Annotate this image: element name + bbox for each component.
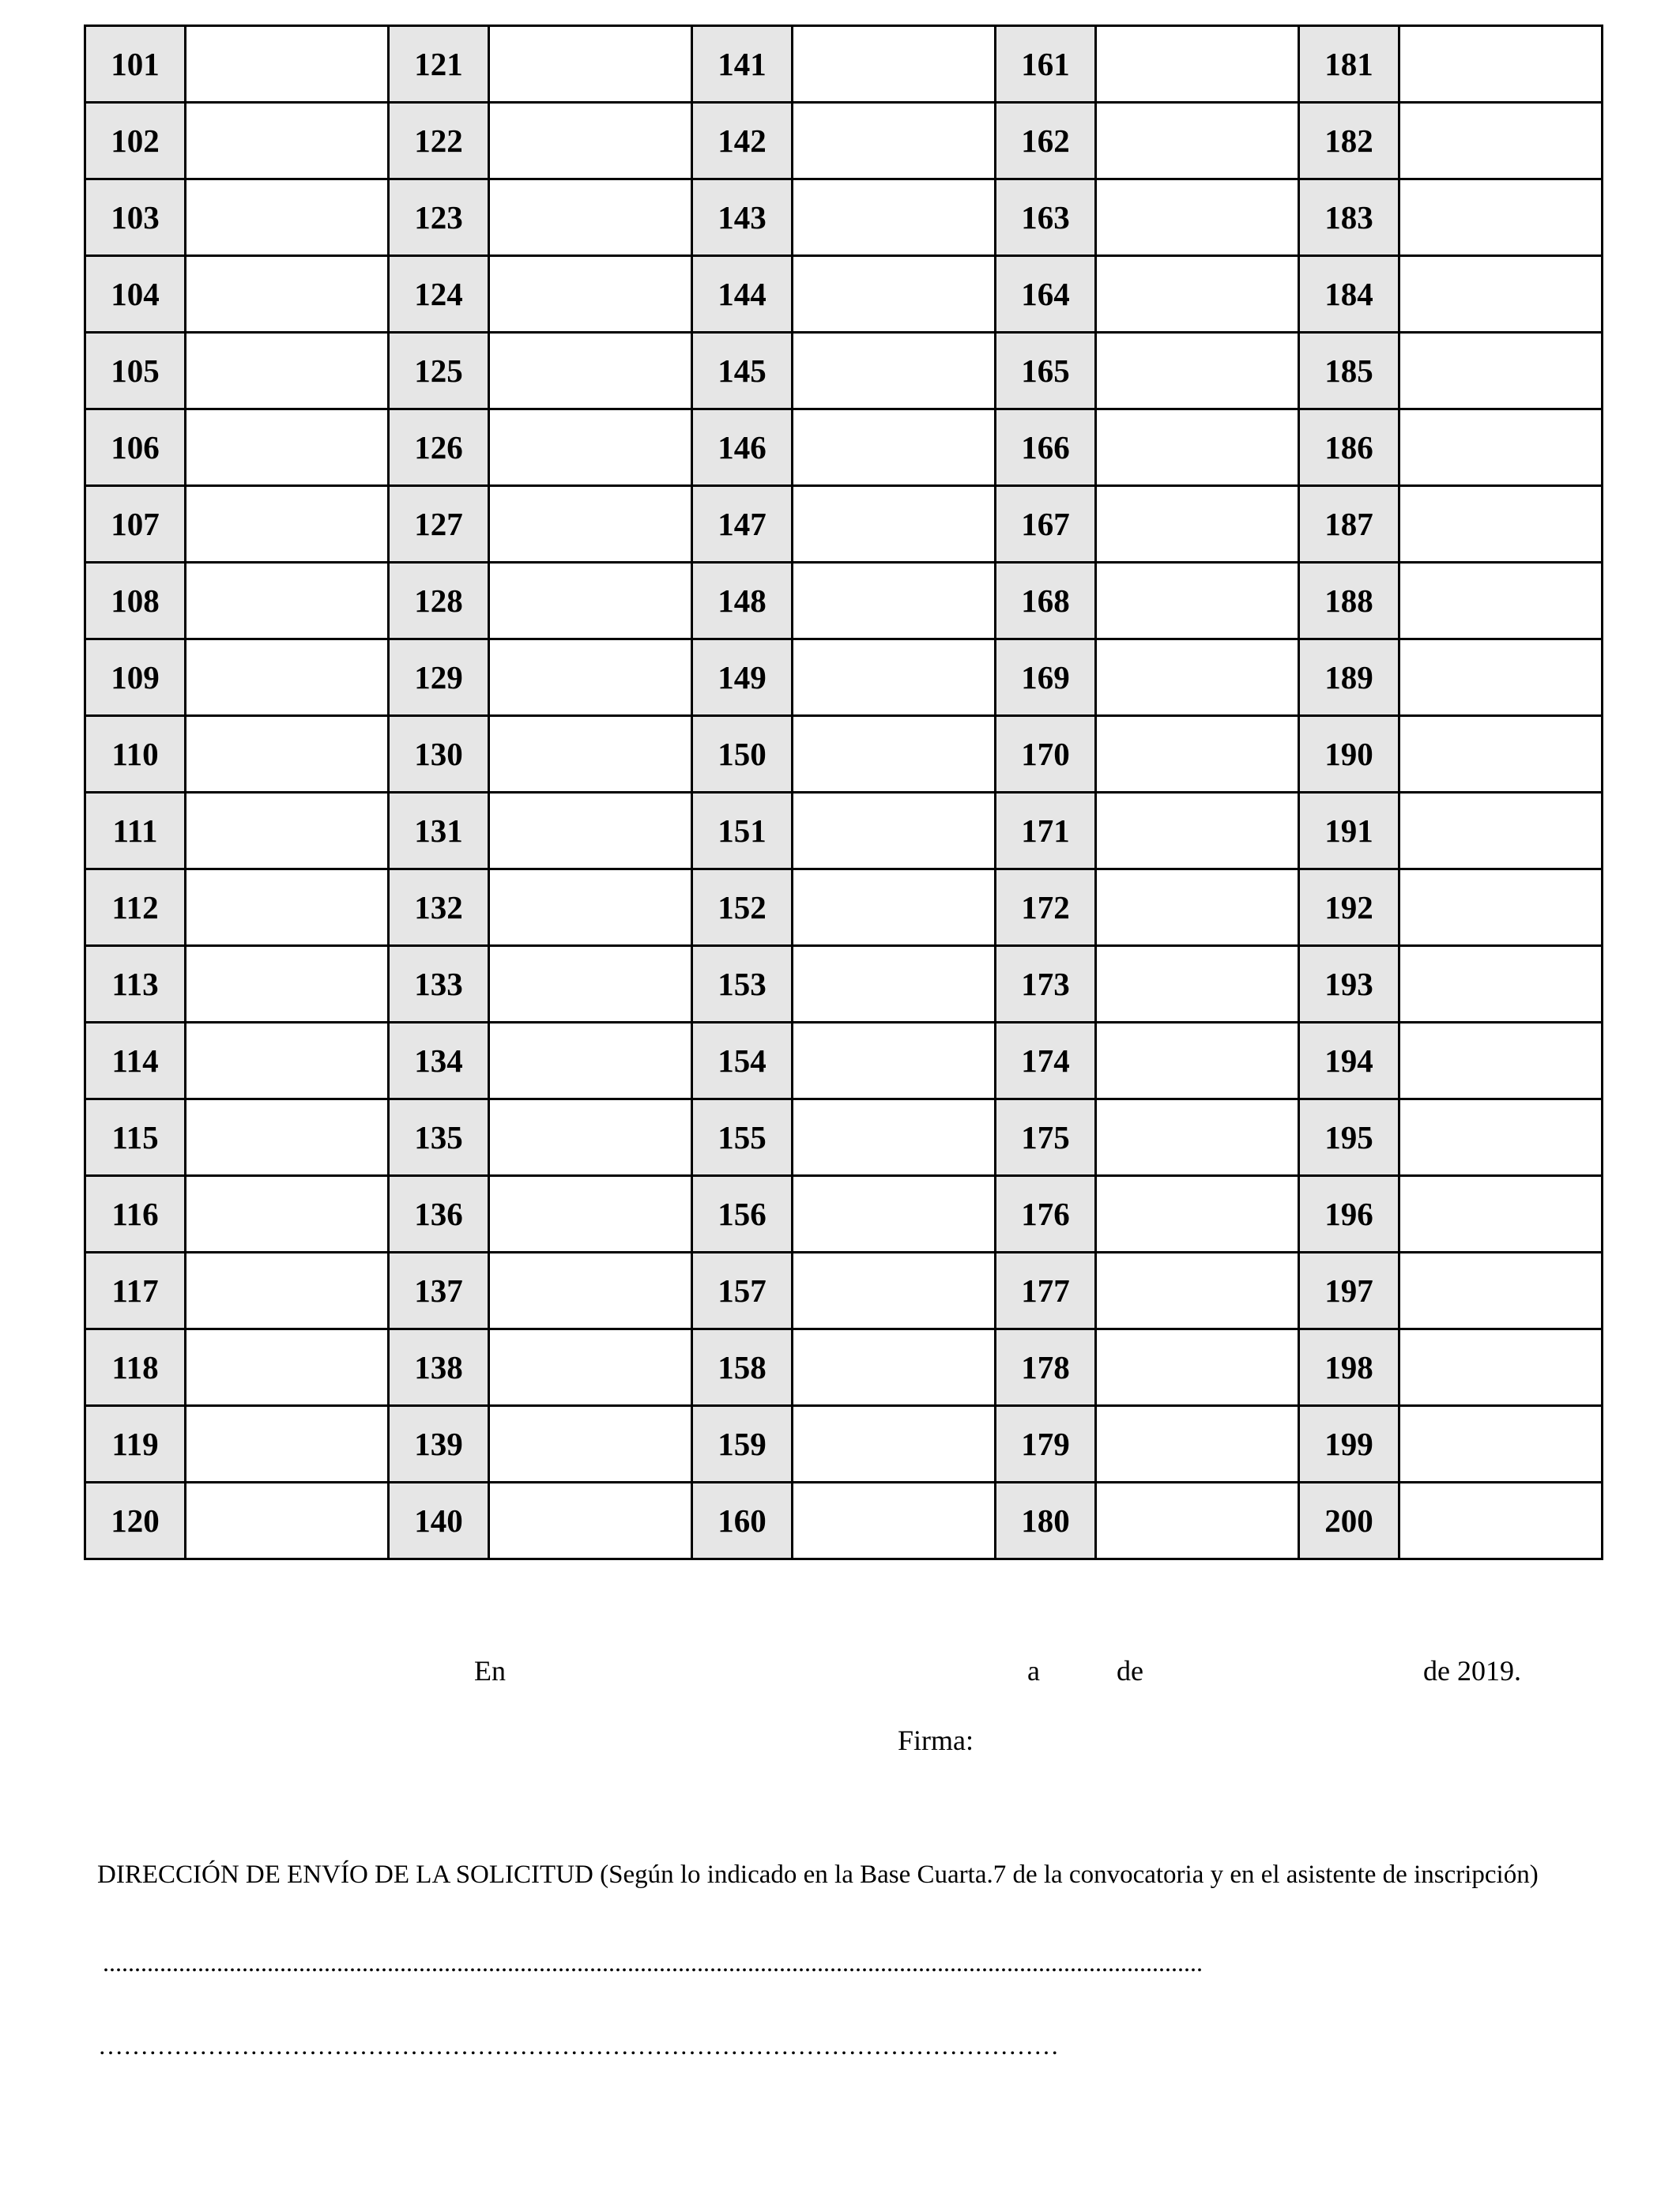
question-number: 120: [85, 1483, 186, 1559]
answer-cell[interactable]: [489, 1483, 692, 1559]
question-number: 110: [85, 716, 186, 793]
question-number: 188: [1299, 563, 1399, 639]
question-number: 133: [389, 946, 489, 1023]
question-number: 119: [85, 1406, 186, 1483]
question-number: 181: [1299, 26, 1399, 103]
question-number: 117: [85, 1253, 186, 1329]
question-number: 132: [389, 869, 489, 946]
answer-cell[interactable]: [1096, 639, 1299, 716]
answer-cell[interactable]: [489, 716, 692, 793]
question-number: 123: [389, 179, 489, 256]
question-number: 140: [389, 1483, 489, 1559]
question-number: 179: [996, 1406, 1096, 1483]
answer-cell[interactable]: [489, 1253, 692, 1329]
answer-cell[interactable]: [1096, 333, 1299, 409]
year-label: de 2019.: [1423, 1655, 1521, 1687]
question-number: 138: [389, 1329, 489, 1406]
answer-cell[interactable]: [489, 1406, 692, 1483]
answer-cell[interactable]: [1096, 409, 1299, 486]
shipping-address-heading: DIRECCIÓN DE ENVÍO DE LA SOLICITUD (Según lo indicado en la Base Cuarta.7 de la convocatoria y en el asistente de inscripción): [97, 1860, 1539, 1889]
answer-cell[interactable]: [1399, 486, 1603, 563]
answer-cell[interactable]: [793, 1176, 996, 1253]
table-row: [85, 563, 1603, 639]
question-number: 149: [692, 639, 793, 716]
table-row: [85, 1329, 1603, 1406]
question-number: 183: [1299, 179, 1399, 256]
day-label: a: [1027, 1655, 1040, 1687]
answer-cell[interactable]: [489, 409, 692, 486]
answer-cell[interactable]: [186, 639, 389, 716]
answer-cell[interactable]: [793, 716, 996, 793]
question-number: 167: [996, 486, 1096, 563]
answer-cell[interactable]: [1096, 1176, 1299, 1253]
question-number: 143: [692, 179, 793, 256]
table-row: [85, 179, 1603, 256]
question-number: 124: [389, 256, 489, 333]
question-number: 102: [85, 103, 186, 179]
answer-cell[interactable]: [1096, 946, 1299, 1023]
answer-cell[interactable]: [186, 793, 389, 869]
question-number: 152: [692, 869, 793, 946]
question-number: 166: [996, 409, 1096, 486]
question-number: 180: [996, 1483, 1096, 1559]
answer-cell[interactable]: [489, 1176, 692, 1253]
question-number: 111: [85, 793, 186, 869]
answer-cell[interactable]: [793, 1253, 996, 1329]
table-row: [85, 256, 1603, 333]
answer-cell[interactable]: [186, 1329, 389, 1406]
answer-cell[interactable]: [1399, 563, 1603, 639]
question-number: 142: [692, 103, 793, 179]
question-number: 121: [389, 26, 489, 103]
question-number: 164: [996, 256, 1096, 333]
question-number: 193: [1299, 946, 1399, 1023]
question-number: 145: [692, 333, 793, 409]
answer-cell[interactable]: [489, 793, 692, 869]
question-number: 128: [389, 563, 489, 639]
signature-label: Firma:: [898, 1725, 974, 1756]
answer-cell[interactable]: [489, 256, 692, 333]
question-number: 191: [1299, 793, 1399, 869]
table-row: [85, 1176, 1603, 1253]
question-number: 199: [1299, 1406, 1399, 1483]
answer-cell[interactable]: [793, 639, 996, 716]
question-number: 169: [996, 639, 1096, 716]
question-number: 171: [996, 793, 1096, 869]
answer-cell[interactable]: [1399, 26, 1603, 103]
question-number: 106: [85, 409, 186, 486]
answer-cell[interactable]: [186, 716, 389, 793]
answer-cell[interactable]: [489, 1023, 692, 1099]
question-number: 125: [389, 333, 489, 409]
answer-cell[interactable]: [186, 1099, 389, 1176]
question-number: 130: [389, 716, 489, 793]
question-number: 162: [996, 103, 1096, 179]
answer-grid: [84, 25, 1603, 1560]
answer-cell[interactable]: [489, 639, 692, 716]
address-line-1: ..............................................................................................................................................................................: [103, 1948, 1203, 1977]
answer-cell[interactable]: [489, 26, 692, 103]
answer-cell[interactable]: [1399, 333, 1603, 409]
answer-cell[interactable]: [1096, 256, 1299, 333]
answer-cell[interactable]: [1399, 1023, 1603, 1099]
question-number: 112: [85, 869, 186, 946]
place-label: En: [474, 1655, 506, 1687]
table-row: [85, 103, 1603, 179]
question-number: 150: [692, 716, 793, 793]
answer-cell[interactable]: [793, 1406, 996, 1483]
answer-cell[interactable]: [186, 486, 389, 563]
question-number: 175: [996, 1099, 1096, 1176]
question-number: 165: [996, 333, 1096, 409]
question-number: 135: [389, 1099, 489, 1176]
answer-cell[interactable]: [489, 103, 692, 179]
question-number: 154: [692, 1023, 793, 1099]
answer-cell[interactable]: [1399, 256, 1603, 333]
answer-cell[interactable]: [793, 1483, 996, 1559]
answer-cell[interactable]: [186, 946, 389, 1023]
question-number: 161: [996, 26, 1096, 103]
question-number: 174: [996, 1023, 1096, 1099]
table-row: [85, 639, 1603, 716]
question-number: 122: [389, 103, 489, 179]
question-number: 178: [996, 1329, 1096, 1406]
question-number: 196: [1299, 1176, 1399, 1253]
answer-cell[interactable]: [489, 869, 692, 946]
question-number: 151: [692, 793, 793, 869]
answer-cell[interactable]: [793, 26, 996, 103]
question-number: 160: [692, 1483, 793, 1559]
answer-cell[interactable]: [793, 1099, 996, 1176]
question-number: 147: [692, 486, 793, 563]
answer-cell[interactable]: [793, 1329, 996, 1406]
answer-cell[interactable]: [1399, 1406, 1603, 1483]
answer-cell[interactable]: [1096, 563, 1299, 639]
table-row: [85, 409, 1603, 486]
question-number: 192: [1299, 869, 1399, 946]
question-number: 158: [692, 1329, 793, 1406]
question-number: 137: [389, 1253, 489, 1329]
answer-cell[interactable]: [793, 563, 996, 639]
month-label: de: [1117, 1655, 1143, 1687]
answer-cell[interactable]: [186, 1023, 389, 1099]
answer-cell[interactable]: [793, 409, 996, 486]
question-number: 194: [1299, 1023, 1399, 1099]
answer-cell[interactable]: [186, 1483, 389, 1559]
question-number: 108: [85, 563, 186, 639]
question-number: 155: [692, 1099, 793, 1176]
question-number: 129: [389, 639, 489, 716]
answer-cell[interactable]: [793, 486, 996, 563]
table-row: [85, 869, 1603, 946]
answer-cell[interactable]: [1399, 1099, 1603, 1176]
question-number: 172: [996, 869, 1096, 946]
question-number: 176: [996, 1176, 1096, 1253]
question-number: 156: [692, 1176, 793, 1253]
question-number: 116: [85, 1176, 186, 1253]
answer-cell[interactable]: [1399, 103, 1603, 179]
question-number: 136: [389, 1176, 489, 1253]
address-line-2: ……………………………………………………………………………………………………: [98, 2031, 1059, 2060]
question-number: 197: [1299, 1253, 1399, 1329]
answer-cell[interactable]: [793, 869, 996, 946]
question-number: 144: [692, 256, 793, 333]
table-row: [85, 1099, 1603, 1176]
answer-cell[interactable]: [186, 1176, 389, 1253]
answer-cell[interactable]: [1096, 1329, 1299, 1406]
answer-cell[interactable]: [1096, 486, 1299, 563]
question-number: 200: [1299, 1483, 1399, 1559]
question-number: 107: [85, 486, 186, 563]
question-number: 198: [1299, 1329, 1399, 1406]
table-row: [85, 1483, 1603, 1559]
question-number: 101: [85, 26, 186, 103]
question-number: 141: [692, 26, 793, 103]
table-row: [85, 716, 1603, 793]
answer-cell[interactable]: [186, 1406, 389, 1483]
answer-cell[interactable]: [186, 333, 389, 409]
answer-cell[interactable]: [1399, 716, 1603, 793]
answer-cell[interactable]: [793, 179, 996, 256]
answer-cell[interactable]: [1096, 1023, 1299, 1099]
answer-cell[interactable]: [1399, 639, 1603, 716]
answer-cell[interactable]: [186, 409, 389, 486]
question-number: 163: [996, 179, 1096, 256]
question-number: 105: [85, 333, 186, 409]
answer-cell[interactable]: [1096, 103, 1299, 179]
question-number: 127: [389, 486, 489, 563]
question-number: 170: [996, 716, 1096, 793]
answer-cell[interactable]: [186, 256, 389, 333]
answer-cell[interactable]: [1399, 1483, 1603, 1559]
question-number: 173: [996, 946, 1096, 1023]
question-number: 185: [1299, 333, 1399, 409]
answer-cell[interactable]: [1399, 1253, 1603, 1329]
answer-cell[interactable]: [793, 1023, 996, 1099]
question-number: 126: [389, 409, 489, 486]
answer-cell[interactable]: [489, 946, 692, 1023]
answer-cell[interactable]: [1399, 869, 1603, 946]
question-number: 190: [1299, 716, 1399, 793]
answer-cell[interactable]: [793, 103, 996, 179]
answer-cell[interactable]: [489, 563, 692, 639]
question-number: 159: [692, 1406, 793, 1483]
answer-cell[interactable]: [1096, 26, 1299, 103]
answer-cell[interactable]: [793, 333, 996, 409]
answer-cell[interactable]: [793, 946, 996, 1023]
answer-cell[interactable]: [1399, 409, 1603, 486]
answer-cell[interactable]: [186, 563, 389, 639]
table-row: [85, 1253, 1603, 1329]
question-number: 148: [692, 563, 793, 639]
answer-cell[interactable]: [1096, 716, 1299, 793]
answer-cell[interactable]: [489, 486, 692, 563]
answer-cell[interactable]: [186, 179, 389, 256]
answer-cell[interactable]: [1096, 1253, 1299, 1329]
question-number: 104: [85, 256, 186, 333]
answer-cell[interactable]: [489, 1329, 692, 1406]
question-number: 177: [996, 1253, 1096, 1329]
answer-cell[interactable]: [186, 1253, 389, 1329]
question-number: 114: [85, 1023, 186, 1099]
question-number: 184: [1299, 256, 1399, 333]
question-number: 103: [85, 179, 186, 256]
table-row: [85, 333, 1603, 409]
answer-cell[interactable]: [186, 103, 389, 179]
answer-cell[interactable]: [489, 333, 692, 409]
question-number: 195: [1299, 1099, 1399, 1176]
question-number: 139: [389, 1406, 489, 1483]
question-number: 118: [85, 1329, 186, 1406]
question-number: 134: [389, 1023, 489, 1099]
answer-cell[interactable]: [186, 26, 389, 103]
table-row: [85, 793, 1603, 869]
answer-cell[interactable]: [1399, 793, 1603, 869]
question-number: 146: [692, 409, 793, 486]
answer-cell[interactable]: [1096, 1406, 1299, 1483]
answer-cell[interactable]: [1399, 946, 1603, 1023]
question-number: 186: [1299, 409, 1399, 486]
answer-cell[interactable]: [793, 793, 996, 869]
question-number: 182: [1299, 103, 1399, 179]
answer-cell[interactable]: [1399, 1176, 1603, 1253]
question-number: 189: [1299, 639, 1399, 716]
question-number: 115: [85, 1099, 186, 1176]
answer-cell[interactable]: [489, 1099, 692, 1176]
question-number: 109: [85, 639, 186, 716]
question-number: 187: [1299, 486, 1399, 563]
answer-cell[interactable]: [489, 179, 692, 256]
answer-cell[interactable]: [1096, 1483, 1299, 1559]
answer-cell[interactable]: [186, 869, 389, 946]
question-number: 131: [389, 793, 489, 869]
table-row: [85, 1023, 1603, 1099]
answer-cell[interactable]: [1399, 179, 1603, 256]
answer-cell[interactable]: [1096, 179, 1299, 256]
question-number: 157: [692, 1253, 793, 1329]
answer-cell[interactable]: [1096, 869, 1299, 946]
question-number: 113: [85, 946, 186, 1023]
answer-cell[interactable]: [1399, 1329, 1603, 1406]
answer-cell[interactable]: [1096, 793, 1299, 869]
table-row: [85, 1406, 1603, 1483]
question-number: 168: [996, 563, 1096, 639]
table-row: [85, 26, 1603, 103]
table-row: [85, 946, 1603, 1023]
answer-cell[interactable]: [793, 256, 996, 333]
table-row: [85, 486, 1603, 563]
answer-cell[interactable]: [1096, 1099, 1299, 1176]
question-number: 153: [692, 946, 793, 1023]
